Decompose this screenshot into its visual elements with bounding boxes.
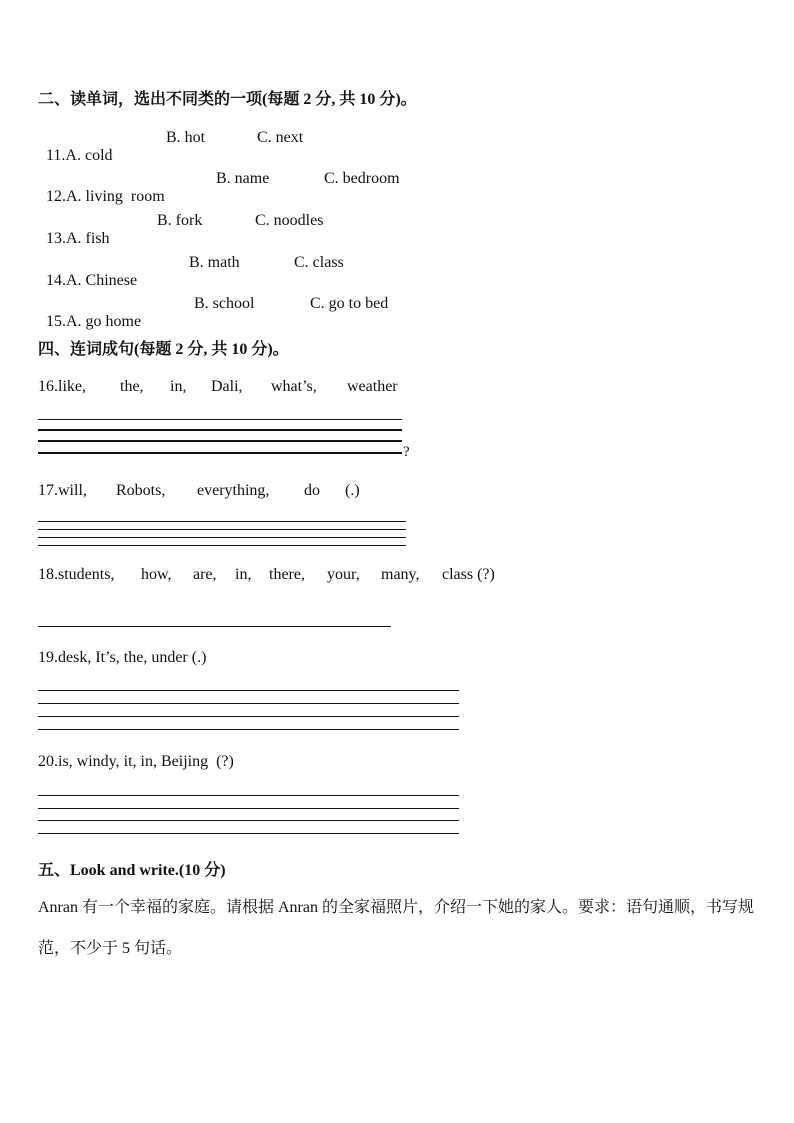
word: weather (347, 378, 398, 395)
question-19 (38, 649, 206, 667)
question-16 (38, 378, 86, 396)
option-a: A. go home (66, 313, 142, 330)
option-c: C. bedroom (324, 170, 400, 187)
option-b: B. hot (166, 129, 206, 146)
word: are, (193, 566, 217, 583)
option-a: A. living room (66, 188, 165, 205)
question-12 (38, 170, 165, 206)
word: class (?) (442, 566, 495, 583)
answer-line[interactable] (38, 537, 406, 538)
answer-line[interactable] (38, 452, 402, 454)
option-b: B. math (189, 254, 240, 271)
word: there, (269, 566, 305, 583)
answer-line[interactable] (38, 419, 402, 420)
word: Dali, (211, 378, 243, 395)
question-number: 18. (38, 566, 58, 583)
word: like, (58, 378, 86, 395)
word: in, (235, 566, 252, 583)
question-number: 15. (46, 313, 66, 330)
option-c: C. noodles (255, 212, 324, 229)
answer-line[interactable] (38, 545, 406, 546)
question-number: 13. (46, 230, 66, 247)
answer-line[interactable] (38, 690, 459, 691)
option-c: C. class (294, 254, 344, 271)
answer-line[interactable] (38, 833, 459, 834)
option-c: C. go to bed (310, 295, 389, 312)
answer-line[interactable] (38, 820, 459, 821)
option-a: A. cold (65, 147, 113, 164)
word: your, (327, 566, 360, 583)
question-18 (38, 566, 114, 584)
section-4-heading: 四、连词成句(每题 2 分, 共 10 分)。 (38, 341, 289, 358)
question-13 (38, 212, 110, 248)
question-number: 14. (46, 272, 66, 289)
option-b: B. fork (157, 212, 203, 229)
option-b: B. name (216, 170, 270, 187)
question-number: 16. (38, 378, 58, 395)
answer-line[interactable] (38, 716, 459, 717)
question-words: desk, It’s, the, under (.) (58, 649, 207, 666)
question-words: is, windy, it, in, Beijing (?) (58, 753, 234, 770)
answer-line[interactable] (38, 703, 459, 704)
option-a: A. Chinese (66, 272, 138, 289)
word: many, (381, 566, 420, 583)
answer-line[interactable] (38, 529, 406, 530)
question-number: 19. (38, 649, 58, 666)
question-number: 12. (46, 188, 66, 205)
answer-line[interactable] (38, 729, 459, 730)
section-2-heading: 二、读单词，选出不同类的一项(每题 2 分, 共 10 分)。 (38, 91, 417, 108)
answer-line[interactable] (38, 795, 459, 796)
question-20 (38, 753, 234, 771)
question-15 (38, 295, 141, 331)
question-11 (38, 129, 113, 165)
question-number: 11. (46, 147, 66, 164)
word: the, (120, 378, 144, 395)
question-number: 17. (38, 482, 58, 499)
option-b: B. school (194, 295, 255, 312)
section-5-instructions: Anran 有一个幸福的家庭。请根据 Anran 的全家福照片，介绍一下她的家人。要求：语句通顺，书写规范，不少于 5 句话。 (38, 899, 754, 957)
option-a: A. fish (66, 230, 110, 247)
word: in, (170, 378, 187, 395)
word: Robots, (116, 482, 166, 499)
question-14 (38, 254, 137, 290)
word: how, (141, 566, 172, 583)
section-5-heading: 五、Look and write.(10 分) (38, 862, 226, 879)
word: (.) (345, 482, 360, 499)
question-mark: ? (403, 444, 410, 460)
word: students, (58, 566, 115, 583)
question-17 (38, 482, 87, 500)
word: will, (58, 482, 87, 499)
answer-line[interactable] (38, 626, 391, 627)
question-number: 20. (38, 753, 58, 770)
word: what’s, (271, 378, 317, 395)
answer-line[interactable] (38, 440, 402, 442)
answer-line[interactable] (38, 521, 406, 522)
answer-line[interactable] (38, 808, 459, 809)
answer-line[interactable] (38, 429, 402, 431)
word: everything, (197, 482, 270, 499)
option-c: C. next (257, 129, 304, 146)
word: do (304, 482, 320, 499)
